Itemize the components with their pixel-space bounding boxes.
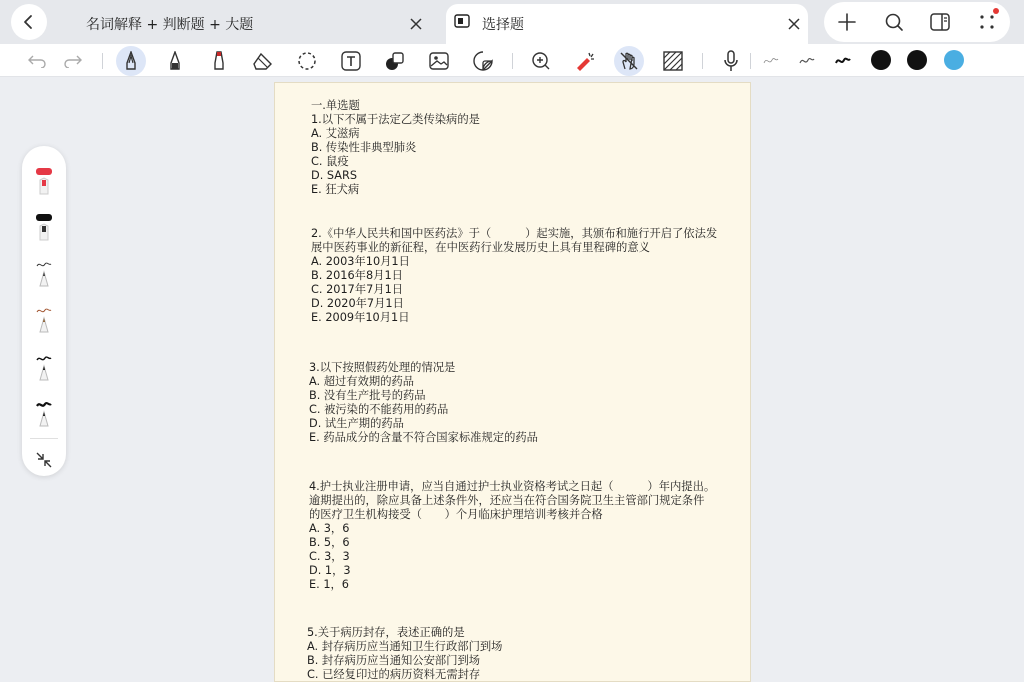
highlighter-icon	[212, 51, 226, 71]
pen-palette	[22, 146, 66, 476]
document-line: D. SARS	[311, 169, 358, 182]
color-swatch-black[interactable]	[907, 50, 927, 70]
close-icon	[410, 18, 422, 30]
toolbar-divider	[750, 53, 751, 69]
pen-icon	[124, 51, 138, 71]
document-line: 2.《中华人民共和国中医药法》于（ ）起实施，其颁布和施行开启了依法发	[311, 227, 718, 240]
document-line: E. 1，6	[309, 578, 349, 591]
toolbar-divider	[512, 53, 513, 69]
black-marker-icon	[34, 212, 54, 244]
document-line: C. 已经复印过的病历资料无需封存	[307, 668, 481, 681]
text-icon	[341, 51, 361, 71]
tab-label: 选择题	[482, 17, 524, 33]
brown-pencil-icon	[34, 306, 54, 338]
zoom-tool[interactable]	[526, 46, 556, 76]
tab-bar	[0, 0, 1024, 44]
shape-icon	[385, 51, 405, 71]
stroke-medium-button[interactable]	[792, 46, 822, 76]
window-actions	[824, 2, 1010, 42]
close-tab-button[interactable]	[782, 12, 806, 36]
document-line: A. 2003年10月1日	[311, 255, 410, 268]
document-line: 一.单选题	[311, 99, 360, 112]
stroke-thin-button[interactable]	[756, 46, 786, 76]
chevron-left-icon	[21, 14, 37, 30]
document-page	[274, 82, 751, 682]
notification-dot	[993, 8, 999, 14]
pen-preset-brown[interactable]	[30, 304, 58, 340]
document-line: B. 没有生产批号的药品	[309, 389, 426, 402]
document-line: 5.关于病历封存，表述正确的是	[307, 626, 465, 639]
document-line: A. 封存病历应当通知卫生行政部门到场	[307, 640, 503, 653]
split-view-icon	[930, 13, 950, 31]
undo-icon	[27, 54, 47, 68]
plus-icon	[837, 12, 857, 32]
document-line: D. 2020年7月1日	[311, 297, 404, 310]
redo-icon	[63, 54, 83, 68]
tab-multiple-choice[interactable]	[446, 4, 808, 44]
document-line: B. 5，6	[309, 536, 350, 549]
highlighter-tool[interactable]	[204, 46, 234, 76]
close-icon	[788, 18, 800, 30]
lasso-icon	[297, 51, 317, 71]
document-line: E. 狂犬病	[311, 183, 360, 196]
sticker-icon	[473, 51, 493, 71]
document-line: A. 3，6	[309, 522, 350, 535]
search-icon	[884, 12, 904, 32]
ink-pen-icon	[168, 51, 182, 71]
hand-icon	[619, 51, 639, 71]
eraser-icon	[253, 52, 273, 70]
fine-pen-icon	[34, 354, 54, 386]
pencil-icon	[34, 260, 54, 292]
pen-preset-black[interactable]	[30, 210, 58, 246]
document-line: 4.护士执业注册申请，应当自通过护士执业资格考试之日起（ ）年内提出。	[309, 480, 716, 493]
pattern-tool[interactable]	[658, 46, 688, 76]
palette-divider	[30, 438, 58, 439]
redo-button[interactable]	[58, 46, 88, 76]
ink-pen-tool[interactable]	[160, 46, 190, 76]
pattern-icon	[663, 51, 683, 71]
document-line: C. 3，3	[309, 550, 350, 563]
document-line: 的医疗卫生机构接受（ ）个月临床护理培训考核并合格	[309, 508, 603, 521]
document-line: C. 鼠疫	[311, 155, 349, 168]
new-tab-button[interactable]	[829, 4, 865, 40]
microphone-icon	[723, 50, 739, 72]
document-line: E. 2009年10月1日	[311, 311, 410, 324]
tab-label: 名词解释 + 判断题 + 大题	[86, 17, 254, 33]
pen-tool[interactable]	[116, 46, 146, 76]
document-line: B. 2016年8月1日	[311, 269, 403, 282]
red-marker-icon	[34, 166, 54, 198]
document-line: 展中医药事业的新征程，在中医药行业发展历史上具有里程碑的意义	[311, 241, 650, 254]
document-icon	[454, 14, 470, 28]
grid-dots-icon	[978, 13, 996, 31]
document-line: A. 超过有效期的药品	[309, 375, 415, 388]
color-swatch-black[interactable]	[871, 50, 891, 70]
document-line: D. 试生产期的药品	[309, 417, 404, 430]
zoom-icon	[531, 51, 551, 71]
document-line: 逾期提出的，除应具备上述条件外，还应当在符合国务院卫生主管部门规定条件	[309, 494, 705, 507]
color-swatch-blue[interactable]	[944, 50, 964, 70]
pen-preset-brush[interactable]	[30, 398, 58, 434]
document-line: B. 传染性非典型肺炎	[311, 141, 417, 154]
document-line: 1.以下不属于法定乙类传染病的是	[311, 113, 480, 126]
pen-preset-fine[interactable]	[30, 352, 58, 388]
image-icon	[429, 51, 449, 71]
split-view-button[interactable]	[922, 4, 958, 40]
image-tool[interactable]	[424, 46, 454, 76]
pen-preset-pencil[interactable]	[30, 258, 58, 294]
back-button[interactable]	[11, 4, 47, 40]
text-tool[interactable]	[336, 46, 366, 76]
document-line: 3.以下按照假药处理的情况是	[309, 361, 456, 374]
brush-pen-icon	[34, 400, 54, 432]
lasso-tool[interactable]	[292, 46, 322, 76]
thin-stroke-icon	[763, 56, 779, 66]
stroke-thick-button[interactable]	[828, 46, 858, 76]
document-line: C. 被污染的不能药用的药品	[309, 403, 449, 416]
document-line: C. 2017年7月1日	[311, 283, 404, 296]
toolbar-divider	[702, 53, 703, 69]
document-line: E. 药品成分的含量不符合国家标准规定的药品	[309, 431, 538, 444]
document-line: A. 艾滋病	[311, 127, 360, 140]
thick-stroke-icon	[835, 56, 851, 66]
search-button[interactable]	[876, 4, 912, 40]
undo-button[interactable]	[22, 46, 52, 76]
medium-stroke-icon	[799, 56, 815, 66]
hand-tool[interactable]	[614, 46, 644, 76]
document-line: D. 1，3	[309, 564, 351, 577]
more-button[interactable]	[969, 4, 1005, 40]
document-line: B. 封存病历应当通知公安部门到场	[307, 654, 481, 667]
eraser-tool[interactable]	[248, 46, 278, 76]
shape-tool[interactable]	[380, 46, 410, 76]
laser-icon	[574, 51, 596, 71]
tab-vocab-judgment[interactable]	[56, 4, 442, 44]
close-tab-button[interactable]	[404, 12, 428, 36]
pen-preset-red[interactable]	[30, 164, 58, 200]
toolbar-divider	[102, 53, 103, 69]
microphone-button[interactable]	[716, 46, 746, 76]
collapse-palette-button[interactable]	[30, 442, 58, 478]
sticker-tool[interactable]	[468, 46, 498, 76]
laser-pointer-tool[interactable]	[570, 46, 600, 76]
collapse-icon	[35, 451, 53, 469]
